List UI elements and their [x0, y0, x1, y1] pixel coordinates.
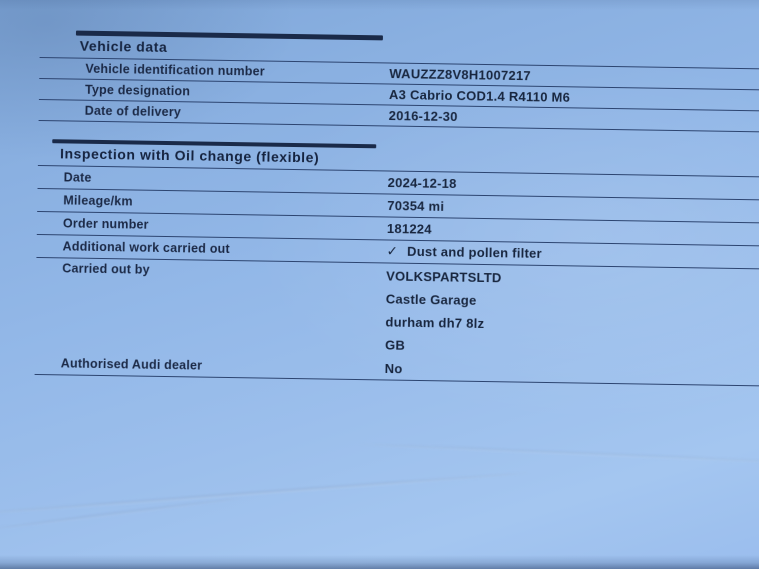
section-inspection-oil-change — [35, 138, 759, 387]
field-label: Date — [63, 170, 92, 185]
garage-building: Castle Garage — [385, 291, 477, 308]
inspection-table — [35, 165, 759, 387]
garage-address: durham dh7 8lz — [385, 314, 485, 332]
photo-edge-shadow-top — [0, 0, 759, 10]
section-title-inspection: Inspection with Oil change (flexible) — [59, 145, 320, 166]
garage-country: GB — [384, 337, 406, 353]
section-vehicle-data — [39, 30, 759, 133]
vin-value: WAUZZZ8V8H1007217 — [389, 65, 531, 83]
authorised-dealer-value: No — [384, 360, 403, 377]
field-label: Type designation — [84, 82, 191, 98]
paper-crease — [0, 471, 529, 515]
field-label: Mileage/km — [63, 193, 133, 209]
field-label: Carried out by — [62, 261, 150, 277]
date-of-delivery-value: 2016-12-30 — [388, 107, 458, 124]
field-label: Authorised Audi dealer — [60, 356, 203, 373]
garage-name: VOLKSPARTSLTD — [386, 268, 502, 286]
additional-work-text: Dust and pollen filter — [407, 243, 543, 261]
field-label: Vehicle identification number — [85, 61, 265, 79]
section-title-vehicle-data: Vehicle data — [79, 37, 168, 55]
inspection-date-value: 2024-12-18 — [387, 174, 457, 192]
field-label: Date of delivery — [84, 103, 182, 119]
type-designation-value: A3 Cabrio COD1.4 R4110 M6 — [388, 86, 571, 105]
carried-out-by-value — [385, 264, 502, 358]
paper-crease — [360, 443, 759, 464]
service-record-document — [35, 30, 759, 387]
vehicle-data-table — [39, 56, 759, 132]
field-label: Additional work carried out — [62, 239, 230, 257]
row-carried-out-by — [35, 258, 759, 364]
mileage-value: 70354 mi — [387, 197, 445, 214]
field-label: Order number — [62, 216, 149, 232]
additional-work-value — [386, 243, 542, 261]
order-number-value: 181224 — [386, 220, 432, 237]
checkmark-icon: ✓ — [386, 243, 399, 259]
photo-edge-shadow-bottom — [0, 555, 759, 569]
